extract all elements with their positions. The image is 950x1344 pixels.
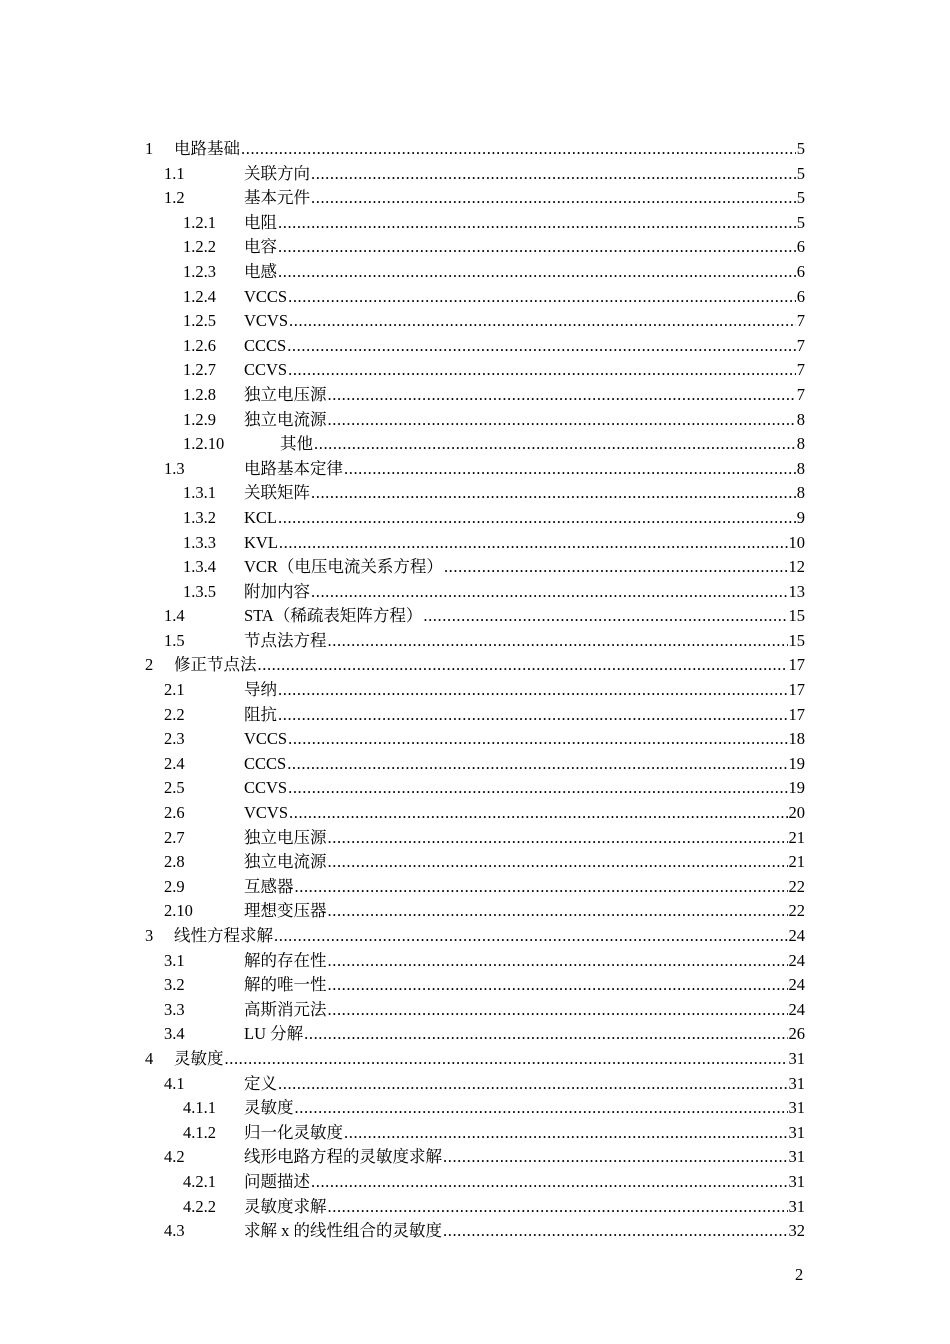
toc-entry-number: 2.10 bbox=[164, 901, 193, 921]
toc-entry[interactable] bbox=[0, 727, 950, 752]
toc-entry-number: 2.6 bbox=[164, 803, 185, 823]
toc-entry-title: STA（稀疏表矩阵方程） bbox=[244, 606, 423, 626]
toc-entry-page: 31 bbox=[788, 1048, 805, 1068]
toc-entry[interactable] bbox=[0, 629, 950, 654]
dot-leader bbox=[278, 678, 788, 703]
toc-entry[interactable] bbox=[0, 949, 950, 974]
toc-entry-page: 24 bbox=[788, 999, 805, 1019]
toc-entry-title: 关联矩阵 bbox=[244, 483, 310, 503]
toc-entry[interactable] bbox=[0, 555, 950, 580]
toc-entry-page: 6 bbox=[796, 286, 805, 306]
dot-leader bbox=[344, 1121, 788, 1146]
toc-entry[interactable] bbox=[0, 875, 950, 900]
dot-leader bbox=[344, 457, 796, 482]
toc-entry-title: 灵敏度 bbox=[174, 1048, 224, 1068]
toc-entry-number: 4.1 bbox=[164, 1073, 185, 1093]
toc-entry[interactable] bbox=[0, 1072, 950, 1097]
toc-entry[interactable] bbox=[0, 752, 950, 777]
dot-leader bbox=[278, 211, 796, 236]
dot-leader bbox=[423, 604, 787, 629]
toc-entry-page: 26 bbox=[788, 1024, 805, 1044]
toc-entry-page: 17 bbox=[788, 704, 805, 724]
toc-entry-title: 互感器 bbox=[244, 876, 294, 896]
dot-leader bbox=[328, 899, 788, 924]
dot-leader bbox=[311, 186, 796, 211]
dot-leader bbox=[328, 383, 796, 408]
dot-leader bbox=[279, 531, 788, 556]
dot-leader bbox=[278, 506, 796, 531]
toc-entry[interactable] bbox=[0, 801, 950, 826]
toc-entry-number: 1 bbox=[145, 139, 154, 158]
toc-entry-page: 7 bbox=[796, 311, 805, 331]
toc-entry-title: 独立电流源 bbox=[244, 409, 327, 429]
toc-entry-title: VCCS bbox=[244, 729, 288, 749]
toc-entry[interactable] bbox=[0, 850, 950, 875]
toc-entry-page: 18 bbox=[788, 729, 805, 749]
toc-entry[interactable] bbox=[0, 973, 950, 998]
toc-entry-number: 4.2.2 bbox=[183, 1196, 216, 1216]
toc-entry-title: 理想变压器 bbox=[244, 901, 327, 921]
toc-entry-page: 8 bbox=[796, 434, 805, 454]
dot-leader bbox=[289, 801, 787, 826]
toc-entry-page: 8 bbox=[796, 409, 805, 429]
toc-entry-number: 1.3.4 bbox=[183, 557, 216, 577]
toc-entry-title: 灵敏度 bbox=[244, 1098, 294, 1118]
toc-entry-number: 1.1 bbox=[164, 163, 185, 183]
dot-leader bbox=[328, 973, 788, 998]
toc-entry-page: 20 bbox=[788, 803, 805, 823]
toc-entry-page: 31 bbox=[788, 1171, 805, 1191]
toc-entry-page: 31 bbox=[788, 1073, 805, 1093]
toc-entry[interactable] bbox=[0, 432, 950, 457]
toc-entry-page: 31 bbox=[788, 1196, 805, 1216]
toc-entry[interactable] bbox=[0, 703, 950, 728]
toc-entry-page: 5 bbox=[796, 163, 805, 183]
dot-leader bbox=[328, 850, 788, 875]
dot-leader bbox=[288, 358, 796, 383]
toc-entry[interactable] bbox=[0, 1022, 950, 1047]
toc-entry-number: 2.7 bbox=[164, 827, 185, 847]
dot-leader bbox=[295, 1096, 788, 1121]
toc-entry-page: 12 bbox=[788, 557, 805, 577]
toc-entry-title: 附加内容 bbox=[244, 581, 310, 601]
toc-entry[interactable] bbox=[0, 309, 950, 334]
dot-leader bbox=[289, 309, 796, 334]
toc-entry-number: 1.2.5 bbox=[183, 311, 216, 331]
toc-entry-page: 24 bbox=[788, 975, 805, 995]
toc-entry-number: 1.2.3 bbox=[183, 261, 216, 281]
dot-leader bbox=[443, 1219, 788, 1244]
toc-entry-title: 高斯消元法 bbox=[244, 999, 327, 1019]
dot-leader bbox=[278, 703, 788, 728]
toc-entry-page: 31 bbox=[788, 1122, 805, 1142]
dot-leader bbox=[278, 260, 796, 285]
toc-entry-title: 阻抗 bbox=[244, 704, 277, 724]
toc-entry-title: 求解 x 的线性组合的灵敏度 bbox=[244, 1221, 442, 1241]
toc-entry-page: 17 bbox=[788, 680, 805, 700]
dot-leader bbox=[311, 1170, 788, 1195]
toc-entry-title: 线性方程求解 bbox=[174, 926, 273, 945]
toc-entry-title: VCVS bbox=[244, 311, 289, 331]
toc-entry-page: 24 bbox=[788, 926, 805, 945]
toc-entry-page: 8 bbox=[796, 458, 805, 478]
toc-entry-number: 4 bbox=[145, 1048, 154, 1068]
toc-entry[interactable] bbox=[0, 137, 950, 162]
toc-entry[interactable] bbox=[0, 678, 950, 703]
toc-entry-number: 1.2.10 bbox=[183, 434, 225, 454]
toc-entry-number: 2.5 bbox=[164, 778, 185, 798]
toc-entry-title: 独立电压源 bbox=[244, 827, 327, 847]
toc-entry-number: 1.2.1 bbox=[183, 212, 216, 232]
toc-entry[interactable] bbox=[0, 1121, 950, 1146]
dot-leader bbox=[288, 776, 787, 801]
dot-leader bbox=[287, 752, 787, 777]
toc-entry-title: LU 分解 bbox=[244, 1024, 304, 1044]
toc-entry-page: 24 bbox=[788, 950, 805, 970]
toc-entry[interactable] bbox=[0, 776, 950, 801]
toc-entry[interactable] bbox=[0, 186, 950, 211]
toc-entry-number: 3.2 bbox=[164, 975, 185, 995]
dot-leader bbox=[314, 432, 796, 457]
toc-entry-page: 15 bbox=[788, 630, 805, 650]
toc-entry-number: 2.2 bbox=[164, 704, 185, 724]
toc-entry-number: 2.4 bbox=[164, 753, 185, 773]
toc-entry-page: 15 bbox=[788, 606, 805, 626]
toc-entry[interactable] bbox=[0, 899, 950, 924]
toc-entry-number: 1.3.2 bbox=[183, 507, 216, 527]
toc-entry-title: 归一化灵敏度 bbox=[244, 1122, 343, 1142]
toc-entry-number: 1.2.6 bbox=[183, 335, 216, 355]
toc-entry[interactable] bbox=[0, 998, 950, 1023]
toc-entry[interactable] bbox=[0, 211, 950, 236]
toc-entry-number: 3.1 bbox=[164, 950, 185, 970]
dot-leader bbox=[258, 653, 788, 678]
toc-entry-title: 独立电流源 bbox=[244, 852, 327, 872]
dot-leader bbox=[278, 235, 796, 260]
toc-entry[interactable] bbox=[0, 1219, 950, 1244]
toc-entry[interactable] bbox=[0, 481, 950, 506]
toc-entry-title: 其他 bbox=[280, 434, 313, 454]
toc-entry-page: 8 bbox=[796, 483, 805, 503]
toc-entry[interactable] bbox=[0, 334, 950, 359]
dot-leader bbox=[278, 1072, 788, 1097]
dot-leader bbox=[225, 1047, 788, 1072]
toc-entry-title: 节点法方程 bbox=[244, 630, 327, 650]
toc-entry-page: 13 bbox=[788, 581, 805, 601]
toc-entry-number: 4.3 bbox=[164, 1221, 185, 1241]
toc-entry-title: 导纳 bbox=[244, 680, 277, 700]
toc-entry-page: 31 bbox=[788, 1147, 805, 1167]
toc-entry[interactable] bbox=[0, 260, 950, 285]
toc-entry-page: 22 bbox=[788, 876, 805, 896]
dot-leader bbox=[311, 580, 788, 605]
toc-entry-number: 3.4 bbox=[164, 1024, 185, 1044]
toc-entry-number: 2 bbox=[145, 655, 154, 675]
dot-leader bbox=[328, 629, 788, 654]
toc-entry-page: 5 bbox=[796, 139, 805, 158]
toc-entry[interactable] bbox=[0, 580, 950, 605]
toc-entry-page: 22 bbox=[788, 901, 805, 921]
toc-entry-title: 解的唯一性 bbox=[244, 975, 327, 995]
toc-entry-number: 1.3.5 bbox=[183, 581, 216, 601]
toc-entry-title: VCVS bbox=[244, 803, 289, 823]
toc-entry[interactable] bbox=[0, 506, 950, 531]
toc-entry-number: 1.5 bbox=[164, 630, 185, 650]
toc-entry-number: 4.2.1 bbox=[183, 1171, 216, 1191]
toc-entry-title: 定义 bbox=[244, 1073, 277, 1093]
toc-entry[interactable] bbox=[0, 1145, 950, 1170]
toc-entry[interactable] bbox=[0, 1096, 950, 1121]
toc-entry[interactable] bbox=[0, 826, 950, 851]
toc-entry-title: 关联方向 bbox=[244, 163, 310, 183]
toc-entry-title: 修正节点法 bbox=[174, 655, 257, 675]
dot-leader bbox=[274, 924, 788, 949]
toc-entry-title: CCVS bbox=[244, 778, 288, 798]
toc-entry[interactable] bbox=[0, 457, 950, 482]
toc-entry-page: 19 bbox=[788, 778, 805, 798]
toc-entry[interactable] bbox=[0, 358, 950, 383]
toc-entry[interactable] bbox=[0, 924, 950, 949]
dot-leader bbox=[328, 408, 796, 433]
toc-entry-title: 电容 bbox=[244, 237, 277, 257]
toc-entry[interactable] bbox=[0, 604, 950, 629]
toc-entry-number: 1.3.1 bbox=[183, 483, 216, 503]
toc-entry-page: 9 bbox=[796, 507, 805, 527]
dot-leader bbox=[328, 1195, 788, 1220]
toc-entry-title: 解的存在性 bbox=[244, 950, 327, 970]
toc-entry-number: 1.2.7 bbox=[183, 360, 216, 380]
toc-entry-title: CCCS bbox=[244, 753, 287, 773]
toc-entry-page: 6 bbox=[796, 237, 805, 257]
page-number: 2 bbox=[795, 1265, 804, 1284]
toc-entry[interactable] bbox=[0, 235, 950, 260]
toc-entry[interactable] bbox=[0, 531, 950, 556]
toc-entry-title: VCCS bbox=[244, 286, 288, 306]
dot-leader bbox=[328, 998, 788, 1023]
dot-leader bbox=[328, 949, 788, 974]
toc-entry-title: KCL bbox=[244, 507, 277, 527]
toc-entry-title: VCR（电压电流关系方程） bbox=[244, 557, 443, 577]
toc-entry-title: 电感 bbox=[244, 261, 277, 281]
dot-leader bbox=[287, 334, 796, 359]
toc-entry-title: 问题描述 bbox=[244, 1171, 310, 1191]
toc-entry-title: KVL bbox=[244, 532, 278, 552]
toc-entry-title: CCCS bbox=[244, 335, 287, 355]
dot-leader bbox=[288, 727, 787, 752]
toc-entry-number: 1.3.3 bbox=[183, 532, 216, 552]
toc-entry-number: 2.1 bbox=[164, 680, 185, 700]
toc-entry[interactable] bbox=[0, 285, 950, 310]
toc-entry-page: 7 bbox=[796, 335, 805, 355]
toc-entry-title: 电路基本定律 bbox=[244, 458, 343, 478]
toc-entry-number: 2.9 bbox=[164, 876, 185, 896]
toc-entry-page: 5 bbox=[796, 212, 805, 232]
table-of-contents bbox=[0, 137, 950, 1244]
dot-leader bbox=[288, 285, 796, 310]
toc-entry-title: 电路基础 bbox=[174, 139, 240, 158]
toc-entry-page: 31 bbox=[788, 1098, 805, 1118]
toc-entry-number: 4.2 bbox=[164, 1147, 185, 1167]
toc-entry-number: 1.2.2 bbox=[183, 237, 216, 257]
toc-entry-title: 线形电路方程的灵敏度求解 bbox=[244, 1147, 442, 1167]
dot-leader bbox=[444, 555, 788, 580]
toc-entry-page: 6 bbox=[796, 261, 805, 281]
toc-entry-number: 3 bbox=[145, 926, 154, 945]
toc-entry[interactable] bbox=[0, 383, 950, 408]
toc-entry-number: 2.3 bbox=[164, 729, 185, 749]
toc-entry[interactable] bbox=[0, 1170, 950, 1195]
toc-entry-title: 基本元件 bbox=[244, 188, 310, 208]
toc-entry-page: 21 bbox=[788, 852, 805, 872]
toc-entry-title: CCVS bbox=[244, 360, 288, 380]
toc-entry-number: 1.3 bbox=[164, 458, 185, 478]
toc-entry-page: 5 bbox=[796, 188, 805, 208]
dot-leader bbox=[241, 137, 796, 162]
toc-entry-number: 1.2.9 bbox=[183, 409, 216, 429]
toc-entry-title: 电阻 bbox=[244, 212, 277, 232]
toc-entry-page: 19 bbox=[788, 753, 805, 773]
toc-entry-number: 2.8 bbox=[164, 852, 185, 872]
toc-entry-page: 7 bbox=[796, 360, 805, 380]
toc-entry-number: 1.2 bbox=[164, 188, 185, 208]
dot-leader bbox=[295, 875, 788, 900]
dot-leader bbox=[311, 162, 796, 187]
toc-entry-page: 10 bbox=[788, 532, 805, 552]
toc-entry-page: 17 bbox=[788, 655, 805, 675]
toc-entry[interactable] bbox=[0, 408, 950, 433]
toc-entry-number: 1.2.8 bbox=[183, 384, 216, 404]
toc-entry-number: 4.1.2 bbox=[183, 1122, 216, 1142]
dot-leader bbox=[304, 1022, 787, 1047]
dot-leader bbox=[328, 826, 788, 851]
toc-entry[interactable] bbox=[0, 653, 950, 678]
toc-entry-page: 32 bbox=[788, 1221, 805, 1241]
toc-entry-number: 1.4 bbox=[164, 606, 185, 626]
toc-entry-title: 独立电压源 bbox=[244, 384, 327, 404]
dot-leader bbox=[311, 481, 796, 506]
toc-entry-number: 3.3 bbox=[164, 999, 185, 1019]
toc-entry-number: 1.2.4 bbox=[183, 286, 216, 306]
toc-entry-number: 4.1.1 bbox=[183, 1098, 216, 1118]
toc-entry-page: 21 bbox=[788, 827, 805, 847]
toc-entry[interactable] bbox=[0, 1195, 950, 1220]
dot-leader bbox=[443, 1145, 788, 1170]
toc-entry[interactable] bbox=[0, 162, 950, 187]
toc-entry-page: 7 bbox=[796, 384, 805, 404]
toc-entry[interactable] bbox=[0, 1047, 950, 1072]
toc-entry-title: 灵敏度求解 bbox=[244, 1196, 327, 1216]
